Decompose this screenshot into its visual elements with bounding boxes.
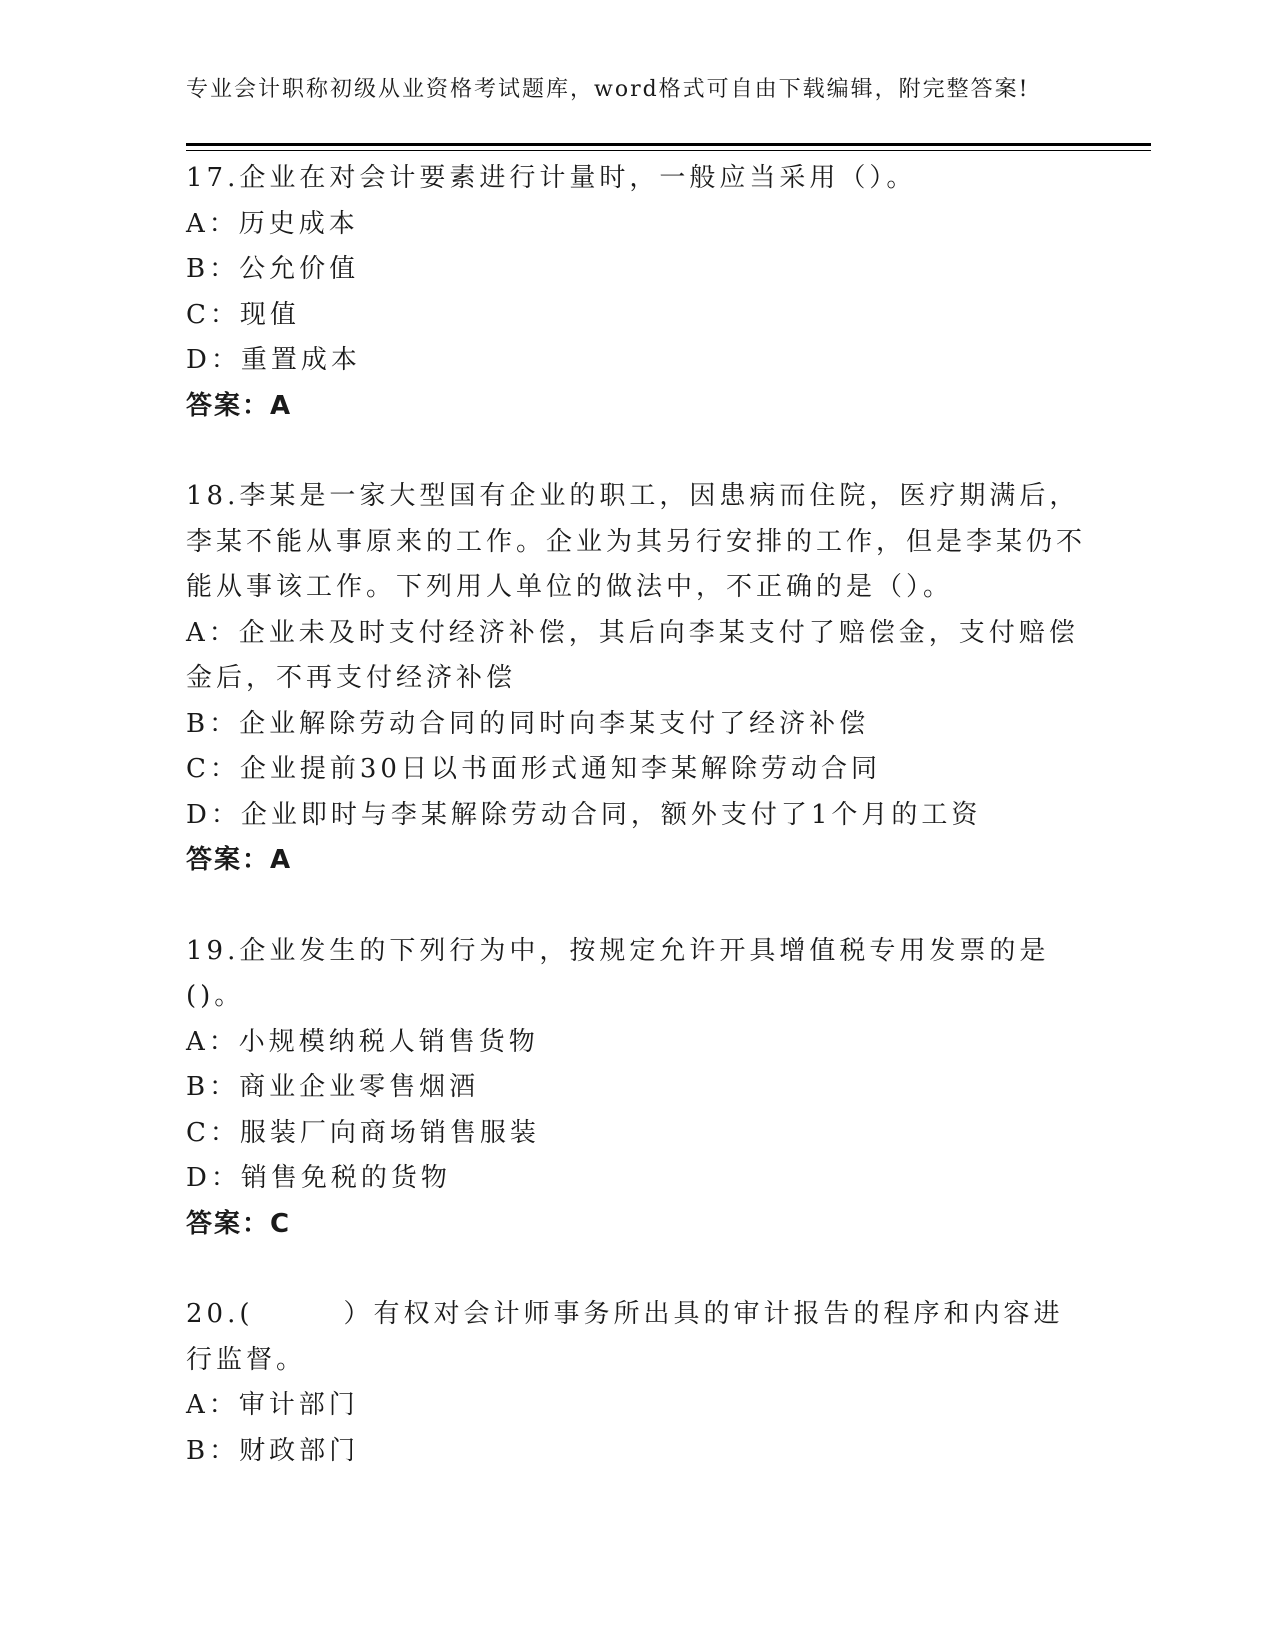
answer: 答案：A [186, 845, 293, 875]
question-list [186, 156, 1086, 1519]
option-c: C：服装厂向商场销售服装 [186, 1117, 540, 1148]
option-a: A：企业未及时支付经济补偿，其后向李某支付了赔偿金，支付赔偿金后，不再支付经济补偿 [186, 617, 1079, 693]
answer: 答案：C [186, 1208, 292, 1239]
question-17 [186, 156, 1086, 429]
question-stem: 17.企业在对会计要素进行计量时，一般应当采用（）。 [186, 163, 917, 193]
option-c: C：现值 [186, 299, 300, 330]
question-stem: 19.企业发生的下列行为中，按规定允许开具增值税专用发票的是()。 [186, 935, 1050, 1011]
option-b: B：公允价值 [186, 254, 360, 284]
question-stem: 18.李某是一家大型国有企业的职工，因患病而住院，医疗期满后，李某不能从事原来的工作。企业为其另行安排的工作，但是李某仍不能从事该工作。下列用人单位的做法中，不正确的是（）。 [186, 481, 1087, 602]
answer: 答案：A [186, 390, 293, 421]
option-a: A：小规模纳税人销售货物 [186, 1026, 539, 1057]
option-d: D：企业即时与李某解除劳动合同，额外支付了1个月的工资 [186, 799, 982, 830]
header-rule-thin [186, 150, 1151, 151]
option-c: C：企业提前30日以书面形式通知李某解除劳动合同 [186, 754, 881, 784]
question-stem: 20.( ）有权对会计师事务所出具的审计报告的程序和内容进行监督。 [186, 1299, 1064, 1375]
option-b: B：商业企业零售烟酒 [186, 1072, 480, 1102]
question-18 [186, 474, 1086, 884]
option-b: B：财政部门 [186, 1435, 360, 1466]
option-b: B：企业解除劳动合同的同时向李某支付了经济补偿 [186, 708, 870, 739]
option-a: A：审计部门 [186, 1390, 359, 1420]
page-header: 专业会计职称初级从业资格考试题库，word格式可自由下载编辑，附完整答案! [186, 77, 1030, 102]
option-d: D：重置成本 [186, 345, 361, 375]
option-a: A：历史成本 [186, 208, 359, 239]
option-d: D：销售免税的货物 [186, 1163, 451, 1193]
question-19 [186, 929, 1086, 1248]
question-20 [186, 1292, 1086, 1474]
header-rule-thick [186, 143, 1151, 146]
